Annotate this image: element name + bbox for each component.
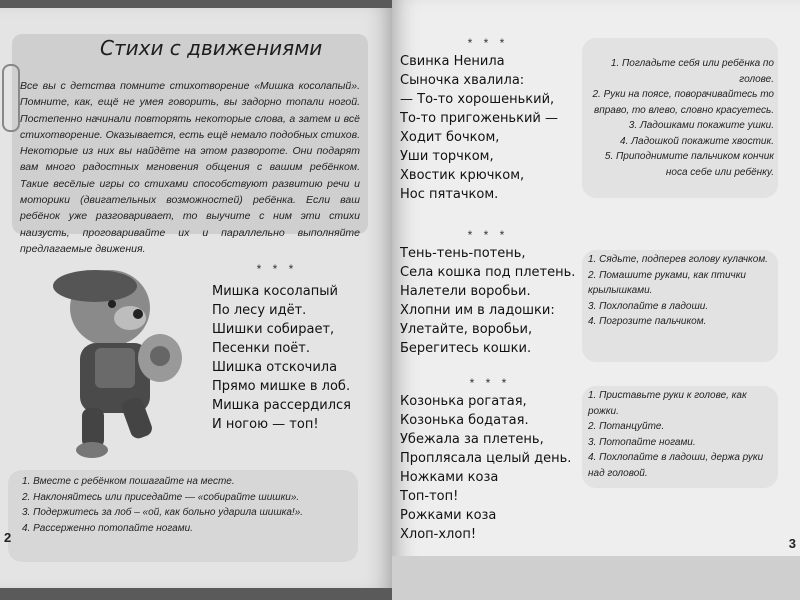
poem-line: Хлопни им в ладошки: [400, 303, 555, 318]
svinka-instructions [588, 56, 774, 180]
instruction-item: 2. Руки на поясе, поворачивайтесь то вправо, то влево, словно красуетесь. [592, 89, 774, 116]
instruction-item: 4. Ладошкой покажите хвостик. [620, 135, 774, 147]
poem-line: И ногою — топ! [212, 417, 319, 432]
poem-line: Козонька бодатая. [400, 413, 529, 428]
instruction-item: 5. Приподнимите пальчиком кончик носа себе или ребёнку. [604, 151, 774, 178]
kozonka-instructions [588, 388, 774, 481]
instruction-item: 4. Похлопайте в ладоши, держа руки над головой. [588, 452, 764, 479]
poem-stars: * * * [467, 228, 509, 242]
instruction-item: 2. Наклоняйтесь или приседайте — «собирайте шишки». [22, 491, 300, 503]
instruction-item: 3. Похлопайте в ладоши. [588, 300, 709, 312]
instruction-item: 3. Потопайте ногами. [588, 436, 696, 448]
ten-instructions [588, 252, 774, 330]
poem-line: Мишка рассердился [212, 398, 351, 413]
poem-line: Рожками коза [400, 508, 497, 523]
poem-line: Села кошка под плетень. [400, 265, 576, 280]
instruction-item: 2. Помашите руками, как птички крылышками. [588, 269, 746, 296]
instruction-item: 4. Погрозите пальчиком. [588, 316, 707, 327]
poem-line: Ходит бочком, [400, 130, 500, 145]
instruction-item: 1. Приставьте руки к голове, как рожки. [588, 390, 747, 417]
poem-stars: * * * [256, 262, 298, 276]
poem-kozonka [400, 376, 580, 544]
instruction-item: 3. Подержитесь за лоб – «ой, как больно ударила шишка!». [22, 507, 304, 518]
poem-line: Шишка отскочила [212, 360, 338, 375]
right-page [392, 0, 800, 600]
poem-mishka [212, 262, 382, 434]
poem-line: Нос пятачком. [400, 187, 499, 202]
poem-line: — То-то хорошенький, [400, 92, 555, 107]
instruction-item: 1. Вместе с ребёнком пошагайте на месте. [22, 476, 235, 487]
poem-svinka [400, 36, 576, 204]
instruction-item: 2. Потанцуйте. [588, 421, 665, 432]
poem-line: Убежала за плетень, [400, 432, 544, 447]
poem-line: Прямо мишке в лоб. [212, 379, 351, 394]
poem-line: Улетайте, воробьи, [400, 322, 533, 337]
poem-stars: * * * [467, 36, 509, 50]
poem-line: По лесу идёт. [212, 303, 307, 318]
bear-illustration [40, 248, 200, 458]
poem-line: Ножками коза [400, 470, 499, 485]
poem-line: Уши торчком, [400, 149, 494, 164]
poem-line: Козонька рогатая, [400, 394, 527, 409]
poem-line: Свинка Ненила [400, 54, 505, 69]
poem-line: То-то пригоженький — [400, 111, 558, 126]
page-title: Стихи с движениями [100, 36, 323, 60]
poem-line: Сыночка хвалила: [400, 73, 525, 88]
poem-line: Берегитесь кошки. [400, 341, 532, 356]
instruction-item: 1. Погладьте себя или ребёнка по голове. [610, 58, 774, 85]
poem-line: Проплясала целый день. [400, 451, 572, 466]
paper-clip-icon [2, 64, 20, 132]
poem-line: Мишка косолапый [212, 284, 338, 299]
instruction-item: 1. Сядьте, подперев голову кулачком. [588, 254, 768, 265]
left-page [0, 8, 392, 588]
instruction-item: 3. Ладошками покажите ушки. [628, 120, 774, 131]
intro-text: Все вы с детства помните стихотворение «Мишка косолапый». Помните, как, ещё не умея говорить, вы задорно топали ногой. Постепенно начинали повторять некоторые слова, а затем и всё стихотворение. Оказывается, есть ещё немало подобных стихов. Некоторые из них вы найдёте на этом развороте. Они подарят вам много радостных мгновения общения с вашим ребёнком. Такие весёлые игры со стихами способствуют развитию речи и моторики (двигательных возможностей) ребёнка. Если ваш ребёнок уже разговаривает, то выучите с ним эти стихи наизусть, проговаривайте их и параллельно выполняйте предлагаемые движения. [20, 80, 360, 255]
poem-line: Хлоп-хлоп! [400, 527, 477, 542]
poem-line: Шишки собирает, [212, 322, 335, 337]
poem-line: Хвостик крючком, [400, 168, 525, 183]
page-number: 2 [4, 530, 12, 545]
instruction-item: 4. Рассерженно потопайте ногами. [22, 522, 193, 534]
poem-line: Топ-топ! [400, 489, 459, 504]
mishka-instructions [22, 474, 362, 536]
poem-line: Песенки поёт. [212, 341, 311, 356]
poem-line: Налетели воробьи. [400, 284, 531, 299]
poem-line: Тень-тень-потень, [400, 246, 526, 261]
poem-ten [400, 228, 576, 358]
page-number: 3 [788, 536, 796, 551]
bottom-band [392, 556, 800, 600]
poem-stars: * * * [469, 376, 511, 390]
